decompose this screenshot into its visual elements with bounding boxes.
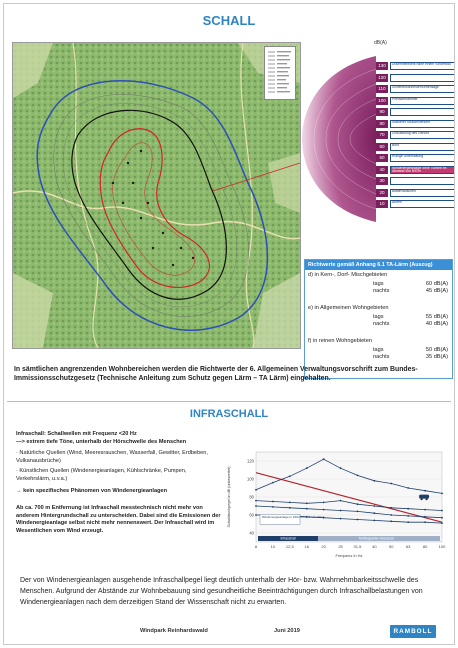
- chart-x-tick-label: 63: [405, 544, 411, 549]
- chart-point: [272, 501, 274, 503]
- chart-point: [357, 511, 359, 513]
- db-example-label: Blätterrauschen: [390, 189, 455, 197]
- chart-point: [323, 502, 325, 504]
- chart-point: [441, 517, 443, 519]
- db-value-cell: 10: [376, 200, 388, 208]
- chart-x-tick-label: 16: [304, 544, 309, 549]
- chart-point: [407, 515, 409, 517]
- ta-laerm-box: [304, 259, 453, 379]
- chart-point: [340, 500, 342, 502]
- chart-point: [390, 507, 392, 509]
- car-wheel-icon: [420, 498, 422, 500]
- infra-line2: —> extrem tiefe Töne, unterhalb der Hörschwelle des Menschen: [16, 438, 187, 445]
- schall-summary: In sämtlichen angrenzenden Wohnbereichen werden die Richtwerte der 6. Allgemeinen Verwaltungsvorschrift zum Bundes-Immissionsschutzgesetz (Technische Anleitung zum Schutz gegen Lärm – TA Lärm) eingehalten.: [14, 366, 418, 382]
- chart-point: [272, 506, 274, 508]
- db-example-label: Büro: [390, 143, 455, 151]
- infra-title: INFRASCHALL: [189, 408, 269, 420]
- ramboll-logo: RAMBOLL: [390, 625, 436, 638]
- car-icon: [419, 495, 429, 499]
- chart-point: [407, 521, 409, 523]
- chart-point: [340, 467, 342, 469]
- group-e-nachts-value: 40 dB(A): [425, 321, 448, 327]
- db-value-cell: 60: [376, 143, 388, 151]
- chart-point: [357, 519, 359, 521]
- db-example-label: [390, 177, 455, 185]
- chart-x-tick-label: 50: [389, 544, 394, 549]
- db-value-cell: 100: [376, 97, 388, 105]
- chart-point: [306, 508, 308, 510]
- group-f-title: f) in reinen Wohngebieten: [308, 338, 372, 344]
- infra-bullet-natural: · Natürliche Quellen (Wind, Meeresrauschen, Wasserfall, Gewitter, Erdbeben, Vulkanausbrüche): [16, 450, 208, 464]
- chart-point: [441, 522, 443, 524]
- db-example-label: Atmen: [390, 200, 455, 208]
- chart-y-axis-label: Schalldruckpegel in dB (unbewertet): [227, 466, 231, 528]
- db-example-label: [390, 74, 455, 82]
- group-e-tags-label: tags: [373, 314, 384, 320]
- chart-y-tick-label: 120: [247, 458, 254, 464]
- chart-x-tick-label: 10: [270, 544, 276, 549]
- db-example-label: Windenergieanlage ohne Turbine im Abstand von 500 m: [390, 166, 455, 174]
- chart-point: [255, 505, 257, 507]
- chart-point: [306, 502, 308, 504]
- infra-paragraph: Ab ca. 700 m Entfernung ist Infraschall messtechnisch nicht mehr von anderem Hintergrundschall zu unterscheiden. Dabei sind die Emissionen der Windenergieanlage selbst nicht mehr nennenswert. Der Infraschall wird im Wesentlichen vom Wind erzeugt.: [16, 505, 221, 534]
- chart-point: [390, 514, 392, 516]
- db-example-label: Stärkerer Straßenverkehr: [390, 120, 455, 128]
- db-scale: [374, 40, 455, 214]
- db-value-cell: 90: [376, 108, 388, 116]
- infra-line1: Infraschall: Schallwellen mit Frequenz <20 Hz: [16, 431, 137, 437]
- group-f-nachts-value: 35 dB(A): [425, 354, 448, 360]
- chart-x-axis-label: Frequenz in Hz: [335, 553, 363, 558]
- chart-y-tick-label: 80: [249, 494, 254, 500]
- sound-cone-graphic: [300, 54, 380, 224]
- chart-point: [390, 483, 392, 485]
- noise-contour-map: [12, 42, 301, 349]
- ta-laerm-header: Richtwerte gemäß Anhang 6.1 TA-Lärm (Auszug): [305, 260, 452, 270]
- group-f-nachts-label: nachts: [373, 354, 390, 360]
- infra-bullet-artificial: · Künstlichen Quellen (Windenergieanlagen, Kühlschränke, Pumpen, Verkehrslärm, u.v.a.): [16, 468, 187, 482]
- chart-x-tick-label: 40: [372, 544, 377, 549]
- chart-x-tick-label: 20: [321, 544, 326, 549]
- db-value-cell: 130: [376, 62, 388, 70]
- chart-point: [424, 490, 426, 492]
- group-d-nachts-value: 45 dB(A): [425, 288, 448, 294]
- group-f-tags-label: tags: [373, 347, 384, 353]
- chart-point: [340, 510, 342, 512]
- db-value-cell: 30: [376, 177, 388, 185]
- chart-x-tick-label: 31,5: [353, 544, 362, 549]
- footer-project: Windpark Reinhardswald: [140, 628, 208, 634]
- chart-x-tick-label: 100: [438, 544, 446, 549]
- chart-point: [407, 508, 409, 510]
- chart-point: [373, 505, 375, 507]
- section-divider: [7, 401, 451, 402]
- band-infra-label: Infraschall: [280, 536, 296, 541]
- db-unit-label: dB(A): [374, 40, 387, 46]
- chart-point: [373, 520, 375, 522]
- infra-info: [16, 431, 221, 536]
- group-e-tags-value: 55 dB(A): [425, 314, 448, 320]
- chart-point: [306, 467, 308, 469]
- poster-page: [3, 3, 455, 645]
- chart-point: [390, 520, 392, 522]
- chart-point: [407, 487, 409, 489]
- db-example-label: Presslufthammer: [390, 97, 455, 105]
- infra-conclusion: → kein spezifisches Phänomen von Windenergieanlagen: [16, 487, 168, 494]
- chart-point: [424, 516, 426, 518]
- chart-x-tick-label: 8: [254, 544, 258, 549]
- chart-point: [289, 507, 291, 509]
- chart-point: [373, 480, 375, 482]
- chart-x-tick-label: 80: [422, 544, 428, 549]
- chart-point: [255, 514, 257, 516]
- band-tief-label: Tieffrequenter Hörschall: [358, 536, 394, 541]
- chart-point: [255, 500, 257, 502]
- chart-x-tick-label: 25: [338, 544, 343, 549]
- chart-y-tick-label: 40: [249, 530, 254, 536]
- db-example-label: Großbildung des Gehörs: [390, 131, 455, 139]
- wea-annotation-label: Windenergieanlage in 150m bzw.,6 m/s Wind: [262, 515, 324, 520]
- chart-point: [424, 521, 426, 523]
- db-example-label: Schienenschneider/Kettensäge: [390, 85, 455, 93]
- chart-point: [441, 493, 443, 495]
- db-value-cell: 50: [376, 154, 388, 162]
- chart-point: [340, 518, 342, 520]
- group-d-tags-value: 60 dB(A): [425, 281, 448, 287]
- chart-x-tick-label: 12,5: [285, 544, 294, 549]
- db-value-cell: 120: [376, 74, 388, 82]
- chart-point: [255, 489, 257, 491]
- chart-point: [441, 510, 443, 512]
- group-d-tags-label: tags: [373, 281, 384, 287]
- db-value-cell: 20: [376, 189, 388, 197]
- group-f-tags-value: 50 dB(A): [425, 347, 448, 353]
- chart-point: [357, 475, 359, 477]
- db-value-cell: 70: [376, 131, 388, 139]
- group-d-nachts-label: nachts: [373, 288, 390, 294]
- chart-point: [357, 503, 359, 505]
- car-wheel-icon: [425, 498, 427, 500]
- group-e-nachts-label: nachts: [373, 321, 390, 327]
- infra-summary: Der von Windenergieanlagen ausgehende Infraschallpegel liegt deutlich unterhalb der Hör- bzw. Wahrnehmbarkeitsschwelle des Menschen. Aufgrund der Abstände zur Wohnbebauung sind gesundheitliche Beeinträchtigungen durch Infraschallbelastungen von Windenergieanlagen nach dem derzeitigen Stand der Wissenschaft nicht zu erwarten.: [20, 577, 423, 606]
- db-value-cell: 40: [376, 166, 388, 174]
- chart-point: [323, 509, 325, 511]
- map-legend: [264, 46, 296, 100]
- db-value-cell: 110: [376, 85, 388, 93]
- db-example-label: [390, 108, 455, 116]
- group-d-title: d) in Kern-, Dorf- Mischgebieten: [308, 272, 388, 278]
- footer-date: Juni 2019: [274, 628, 300, 634]
- chart-point: [289, 475, 291, 477]
- db-value-cell: 80: [376, 120, 388, 128]
- chart-point: [323, 458, 325, 460]
- infrasound-chart: [224, 446, 449, 558]
- chart-point: [373, 512, 375, 514]
- db-example-label: Ruhige Unterhaltung: [390, 154, 455, 162]
- group-e-title: e) in Allgemeinen Wohngebieten: [308, 305, 389, 311]
- chart-point: [424, 509, 426, 511]
- chart-point: [272, 482, 274, 484]
- chart-y-tick-label: 60: [249, 512, 254, 518]
- page-title: SCHALL: [202, 13, 256, 28]
- chart-point: [289, 502, 291, 504]
- chart-y-tick-label: 100: [247, 476, 254, 482]
- db-example-label: Düsentriebwerk nahe einem Vorderbau: [390, 62, 455, 70]
